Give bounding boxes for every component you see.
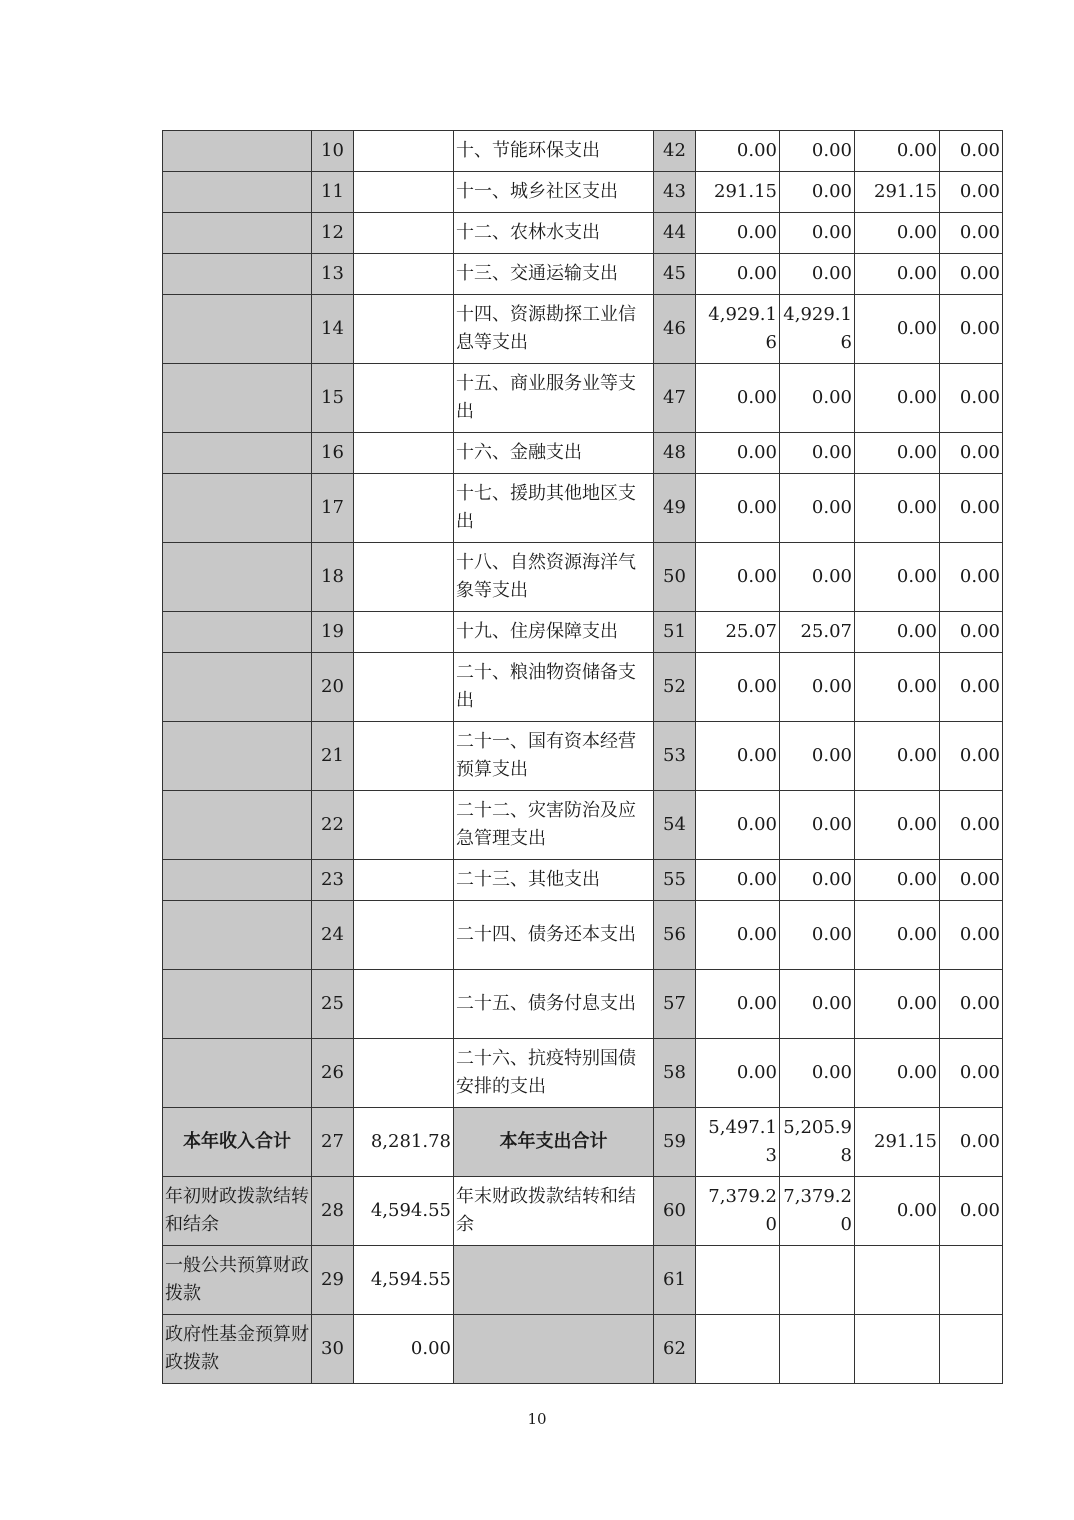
- general-budget-amount: 0.00: [780, 254, 855, 295]
- income-amount: [354, 433, 454, 474]
- table-row: [163, 1246, 1003, 1315]
- gov-fund-budget-amount: 0.00: [855, 722, 940, 791]
- table-row: [163, 474, 1003, 543]
- income-item-label: [163, 433, 312, 474]
- income-amount: [354, 295, 454, 364]
- income-item-label: [163, 860, 312, 901]
- income-amount: [354, 612, 454, 653]
- gov-fund-budget-amount: 0.00: [855, 612, 940, 653]
- income-item-label: [163, 970, 312, 1039]
- income-amount: 0.00: [354, 1315, 454, 1384]
- expenditure-total: 4,929.16: [696, 295, 780, 364]
- expenditure-total: 0.00: [696, 254, 780, 295]
- expenditure-total: [696, 1246, 780, 1315]
- expenditure-total: 0.00: [696, 1039, 780, 1108]
- general-budget-amount: 0.00: [780, 791, 855, 860]
- income-amount: [354, 791, 454, 860]
- gov-fund-budget-amount: 0.00: [855, 131, 940, 172]
- income-row-number: 20: [312, 653, 354, 722]
- table-row: [163, 1108, 1003, 1177]
- table-row: [163, 901, 1003, 970]
- income-row-number: 28: [312, 1177, 354, 1246]
- expenditure-item-label: 十一、城乡社区支出: [454, 172, 654, 213]
- state-capital-budget-amount: 0.00: [940, 543, 1003, 612]
- expenditure-total: [696, 1315, 780, 1384]
- expenditure-total: 0.00: [696, 722, 780, 791]
- table-row: [163, 131, 1003, 172]
- table-row: [163, 364, 1003, 433]
- expenditure-row-number: 50: [654, 543, 696, 612]
- income-amount: 4,594.55: [354, 1177, 454, 1246]
- gov-fund-budget-amount: 0.00: [855, 295, 940, 364]
- income-row-number: 14: [312, 295, 354, 364]
- general-budget-amount: 0.00: [780, 970, 855, 1039]
- income-row-number: 18: [312, 543, 354, 612]
- income-item-label: [163, 901, 312, 970]
- table-body: [163, 131, 1003, 1384]
- state-capital-budget-amount: 0.00: [940, 901, 1003, 970]
- table-row: [163, 433, 1003, 474]
- expenditure-item-label: 十五、商业服务业等支出: [454, 364, 654, 433]
- expenditure-total: 7,379.20: [696, 1177, 780, 1246]
- gov-fund-budget-amount: 291.15: [855, 1108, 940, 1177]
- expenditure-total: 25.07: [696, 612, 780, 653]
- table-row: [163, 860, 1003, 901]
- expenditure-row-number: 45: [654, 254, 696, 295]
- state-capital-budget-amount: 0.00: [940, 295, 1003, 364]
- expenditure-row-number: 43: [654, 172, 696, 213]
- table-row: [163, 254, 1003, 295]
- expenditure-total: 0.00: [696, 543, 780, 612]
- expenditure-row-number: 56: [654, 901, 696, 970]
- state-capital-budget-amount: 0.00: [940, 433, 1003, 474]
- expenditure-row-number: 59: [654, 1108, 696, 1177]
- expenditure-row-number: 62: [654, 1315, 696, 1384]
- state-capital-budget-amount: 0.00: [940, 653, 1003, 722]
- income-amount: [354, 1039, 454, 1108]
- state-capital-budget-amount: 0.00: [940, 213, 1003, 254]
- expenditure-item-label: 十八、自然资源海洋气象等支出: [454, 543, 654, 612]
- expenditure-row-number: 53: [654, 722, 696, 791]
- general-budget-amount: [780, 1246, 855, 1315]
- budget-table: [162, 130, 1003, 1384]
- income-item-label: 一般公共预算财政拨款: [163, 1246, 312, 1315]
- general-budget-amount: [780, 1315, 855, 1384]
- income-item-label: [163, 722, 312, 791]
- expenditure-item-label: 本年支出合计: [454, 1108, 654, 1177]
- income-item-label: [163, 254, 312, 295]
- expenditure-row-number: 57: [654, 970, 696, 1039]
- table-row: [163, 722, 1003, 791]
- general-budget-amount: 0.00: [780, 1039, 855, 1108]
- expenditure-item-label: 二十二、灾害防治及应急管理支出: [454, 791, 654, 860]
- expenditure-row-number: 52: [654, 653, 696, 722]
- state-capital-budget-amount: 0.00: [940, 1039, 1003, 1108]
- general-budget-amount: 0.00: [780, 722, 855, 791]
- general-budget-amount: 0.00: [780, 474, 855, 543]
- income-row-number: 11: [312, 172, 354, 213]
- general-budget-amount: 0.00: [780, 653, 855, 722]
- gov-fund-budget-amount: 0.00: [855, 213, 940, 254]
- state-capital-budget-amount: [940, 1315, 1003, 1384]
- gov-fund-budget-amount: 0.00: [855, 543, 940, 612]
- state-capital-budget-amount: 0.00: [940, 131, 1003, 172]
- gov-fund-budget-amount: 0.00: [855, 474, 940, 543]
- general-budget-amount: 0.00: [780, 172, 855, 213]
- income-row-number: 24: [312, 901, 354, 970]
- gov-fund-budget-amount: 0.00: [855, 1177, 940, 1246]
- state-capital-budget-amount: 0.00: [940, 722, 1003, 791]
- gov-fund-budget-amount: 0.00: [855, 970, 940, 1039]
- general-budget-amount: 4,929.16: [780, 295, 855, 364]
- state-capital-budget-amount: 0.00: [940, 254, 1003, 295]
- expenditure-item-label: 二十一、国有资本经营预算支出: [454, 722, 654, 791]
- income-row-number: 13: [312, 254, 354, 295]
- state-capital-budget-amount: 0.00: [940, 364, 1003, 433]
- income-amount: [354, 543, 454, 612]
- expenditure-item-label: 二十六、抗疫特别国债安排的支出: [454, 1039, 654, 1108]
- state-capital-budget-amount: 0.00: [940, 172, 1003, 213]
- expenditure-total: 0.00: [696, 791, 780, 860]
- income-amount: [354, 970, 454, 1039]
- income-amount: [354, 254, 454, 295]
- expenditure-item-label: 十四、资源勘探工业信息等支出: [454, 295, 654, 364]
- income-row-number: 10: [312, 131, 354, 172]
- table-row: [163, 791, 1003, 860]
- income-row-number: 17: [312, 474, 354, 543]
- income-row-number: 27: [312, 1108, 354, 1177]
- gov-fund-budget-amount: [855, 1315, 940, 1384]
- gov-fund-budget-amount: 0.00: [855, 653, 940, 722]
- state-capital-budget-amount: 0.00: [940, 791, 1003, 860]
- general-budget-amount: 0.00: [780, 213, 855, 254]
- general-budget-amount: 25.07: [780, 612, 855, 653]
- income-amount: 4,594.55: [354, 1246, 454, 1315]
- expenditure-total: 0.00: [696, 474, 780, 543]
- state-capital-budget-amount: 0.00: [940, 612, 1003, 653]
- expenditure-item-label: [454, 1246, 654, 1315]
- expenditure-total: 0.00: [696, 433, 780, 474]
- gov-fund-budget-amount: 0.00: [855, 254, 940, 295]
- expenditure-total: 0.00: [696, 213, 780, 254]
- gov-fund-budget-amount: 0.00: [855, 791, 940, 860]
- expenditure-row-number: 58: [654, 1039, 696, 1108]
- income-row-number: 21: [312, 722, 354, 791]
- expenditure-item-label: 二十四、债务还本支出: [454, 901, 654, 970]
- expenditure-row-number: 47: [654, 364, 696, 433]
- table-row: [163, 1315, 1003, 1384]
- expenditure-row-number: 42: [654, 131, 696, 172]
- expenditure-total: 0.00: [696, 860, 780, 901]
- income-amount: [354, 364, 454, 433]
- income-amount: [354, 860, 454, 901]
- income-item-label: [163, 213, 312, 254]
- state-capital-budget-amount: 0.00: [940, 1108, 1003, 1177]
- state-capital-budget-amount: 0.00: [940, 970, 1003, 1039]
- income-row-number: 12: [312, 213, 354, 254]
- expenditure-item-label: 十三、交通运输支出: [454, 254, 654, 295]
- gov-fund-budget-amount: 0.00: [855, 364, 940, 433]
- income-row-number: 23: [312, 860, 354, 901]
- income-item-label: [163, 474, 312, 543]
- expenditure-item-label: 十、节能环保支出: [454, 131, 654, 172]
- gov-fund-budget-amount: 0.00: [855, 901, 940, 970]
- gov-fund-budget-amount: 0.00: [855, 860, 940, 901]
- income-item-label: [163, 653, 312, 722]
- income-row-number: 22: [312, 791, 354, 860]
- expenditure-item-label: 十七、援助其他地区支出: [454, 474, 654, 543]
- income-amount: [354, 131, 454, 172]
- expenditure-item-label: 二十三、其他支出: [454, 860, 654, 901]
- general-budget-amount: 0.00: [780, 901, 855, 970]
- gov-fund-budget-amount: 0.00: [855, 433, 940, 474]
- table-row: [163, 295, 1003, 364]
- gov-fund-budget-amount: 0.00: [855, 1039, 940, 1108]
- general-budget-amount: 0.00: [780, 543, 855, 612]
- general-budget-amount: 0.00: [780, 364, 855, 433]
- income-row-number: 30: [312, 1315, 354, 1384]
- expenditure-total: 0.00: [696, 364, 780, 433]
- expenditure-item-label: 十九、住房保障支出: [454, 612, 654, 653]
- expenditure-row-number: 44: [654, 213, 696, 254]
- table-row: [163, 612, 1003, 653]
- income-row-number: 26: [312, 1039, 354, 1108]
- expenditure-total: 291.15: [696, 172, 780, 213]
- general-budget-amount: 7,379.20: [780, 1177, 855, 1246]
- expenditure-item-label: 十六、金融支出: [454, 433, 654, 474]
- expenditure-item-label: [454, 1315, 654, 1384]
- page-number: 10: [527, 1410, 547, 1428]
- table-row: [163, 172, 1003, 213]
- expenditure-item-label: 二十五、债务付息支出: [454, 970, 654, 1039]
- income-row-number: 25: [312, 970, 354, 1039]
- table-row: [163, 970, 1003, 1039]
- income-item-label: [163, 612, 312, 653]
- state-capital-budget-amount: [940, 1246, 1003, 1315]
- income-row-number: 29: [312, 1246, 354, 1315]
- income-row-number: 15: [312, 364, 354, 433]
- income-item-label: [163, 295, 312, 364]
- income-item-label: [163, 131, 312, 172]
- general-budget-amount: 0.00: [780, 433, 855, 474]
- general-budget-amount: 5,205.98: [780, 1108, 855, 1177]
- expenditure-row-number: 49: [654, 474, 696, 543]
- income-amount: [354, 172, 454, 213]
- income-item-label: [163, 172, 312, 213]
- expenditure-item-label: 年末财政拨款结转和结余: [454, 1177, 654, 1246]
- income-row-number: 19: [312, 612, 354, 653]
- expenditure-total: 0.00: [696, 131, 780, 172]
- expenditure-row-number: 54: [654, 791, 696, 860]
- general-budget-amount: 0.00: [780, 131, 855, 172]
- income-amount: [354, 901, 454, 970]
- income-amount: [354, 474, 454, 543]
- table-row: [163, 543, 1003, 612]
- expenditure-total: 5,497.13: [696, 1108, 780, 1177]
- income-item-label: [163, 1039, 312, 1108]
- income-item-label: [163, 364, 312, 433]
- income-item-label: [163, 791, 312, 860]
- income-amount: [354, 653, 454, 722]
- state-capital-budget-amount: 0.00: [940, 1177, 1003, 1246]
- income-item-label: 年初财政拨款结转和结余: [163, 1177, 312, 1246]
- table-row: [163, 1039, 1003, 1108]
- expenditure-row-number: 46: [654, 295, 696, 364]
- expenditure-item-label: 十二、农林水支出: [454, 213, 654, 254]
- income-amount: [354, 213, 454, 254]
- income-item-label: 政府性基金预算财政拨款: [163, 1315, 312, 1384]
- expenditure-row-number: 60: [654, 1177, 696, 1246]
- gov-fund-budget-amount: 291.15: [855, 172, 940, 213]
- table-row: [163, 1177, 1003, 1246]
- expenditure-total: 0.00: [696, 970, 780, 1039]
- gov-fund-budget-amount: [855, 1246, 940, 1315]
- expenditure-row-number: 51: [654, 612, 696, 653]
- expenditure-total: 0.00: [696, 901, 780, 970]
- general-budget-amount: 0.00: [780, 860, 855, 901]
- expenditure-total: 0.00: [696, 653, 780, 722]
- income-amount: [354, 722, 454, 791]
- table-row: [163, 213, 1003, 254]
- income-amount: 8,281.78: [354, 1108, 454, 1177]
- expenditure-item-label: 二十、粮油物资储备支出: [454, 653, 654, 722]
- table-row: [163, 653, 1003, 722]
- income-item-label: 本年收入合计: [163, 1108, 312, 1177]
- income-row-number: 16: [312, 433, 354, 474]
- state-capital-budget-amount: 0.00: [940, 474, 1003, 543]
- state-capital-budget-amount: 0.00: [940, 860, 1003, 901]
- expenditure-row-number: 61: [654, 1246, 696, 1315]
- expenditure-row-number: 55: [654, 860, 696, 901]
- expenditure-row-number: 48: [654, 433, 696, 474]
- income-item-label: [163, 543, 312, 612]
